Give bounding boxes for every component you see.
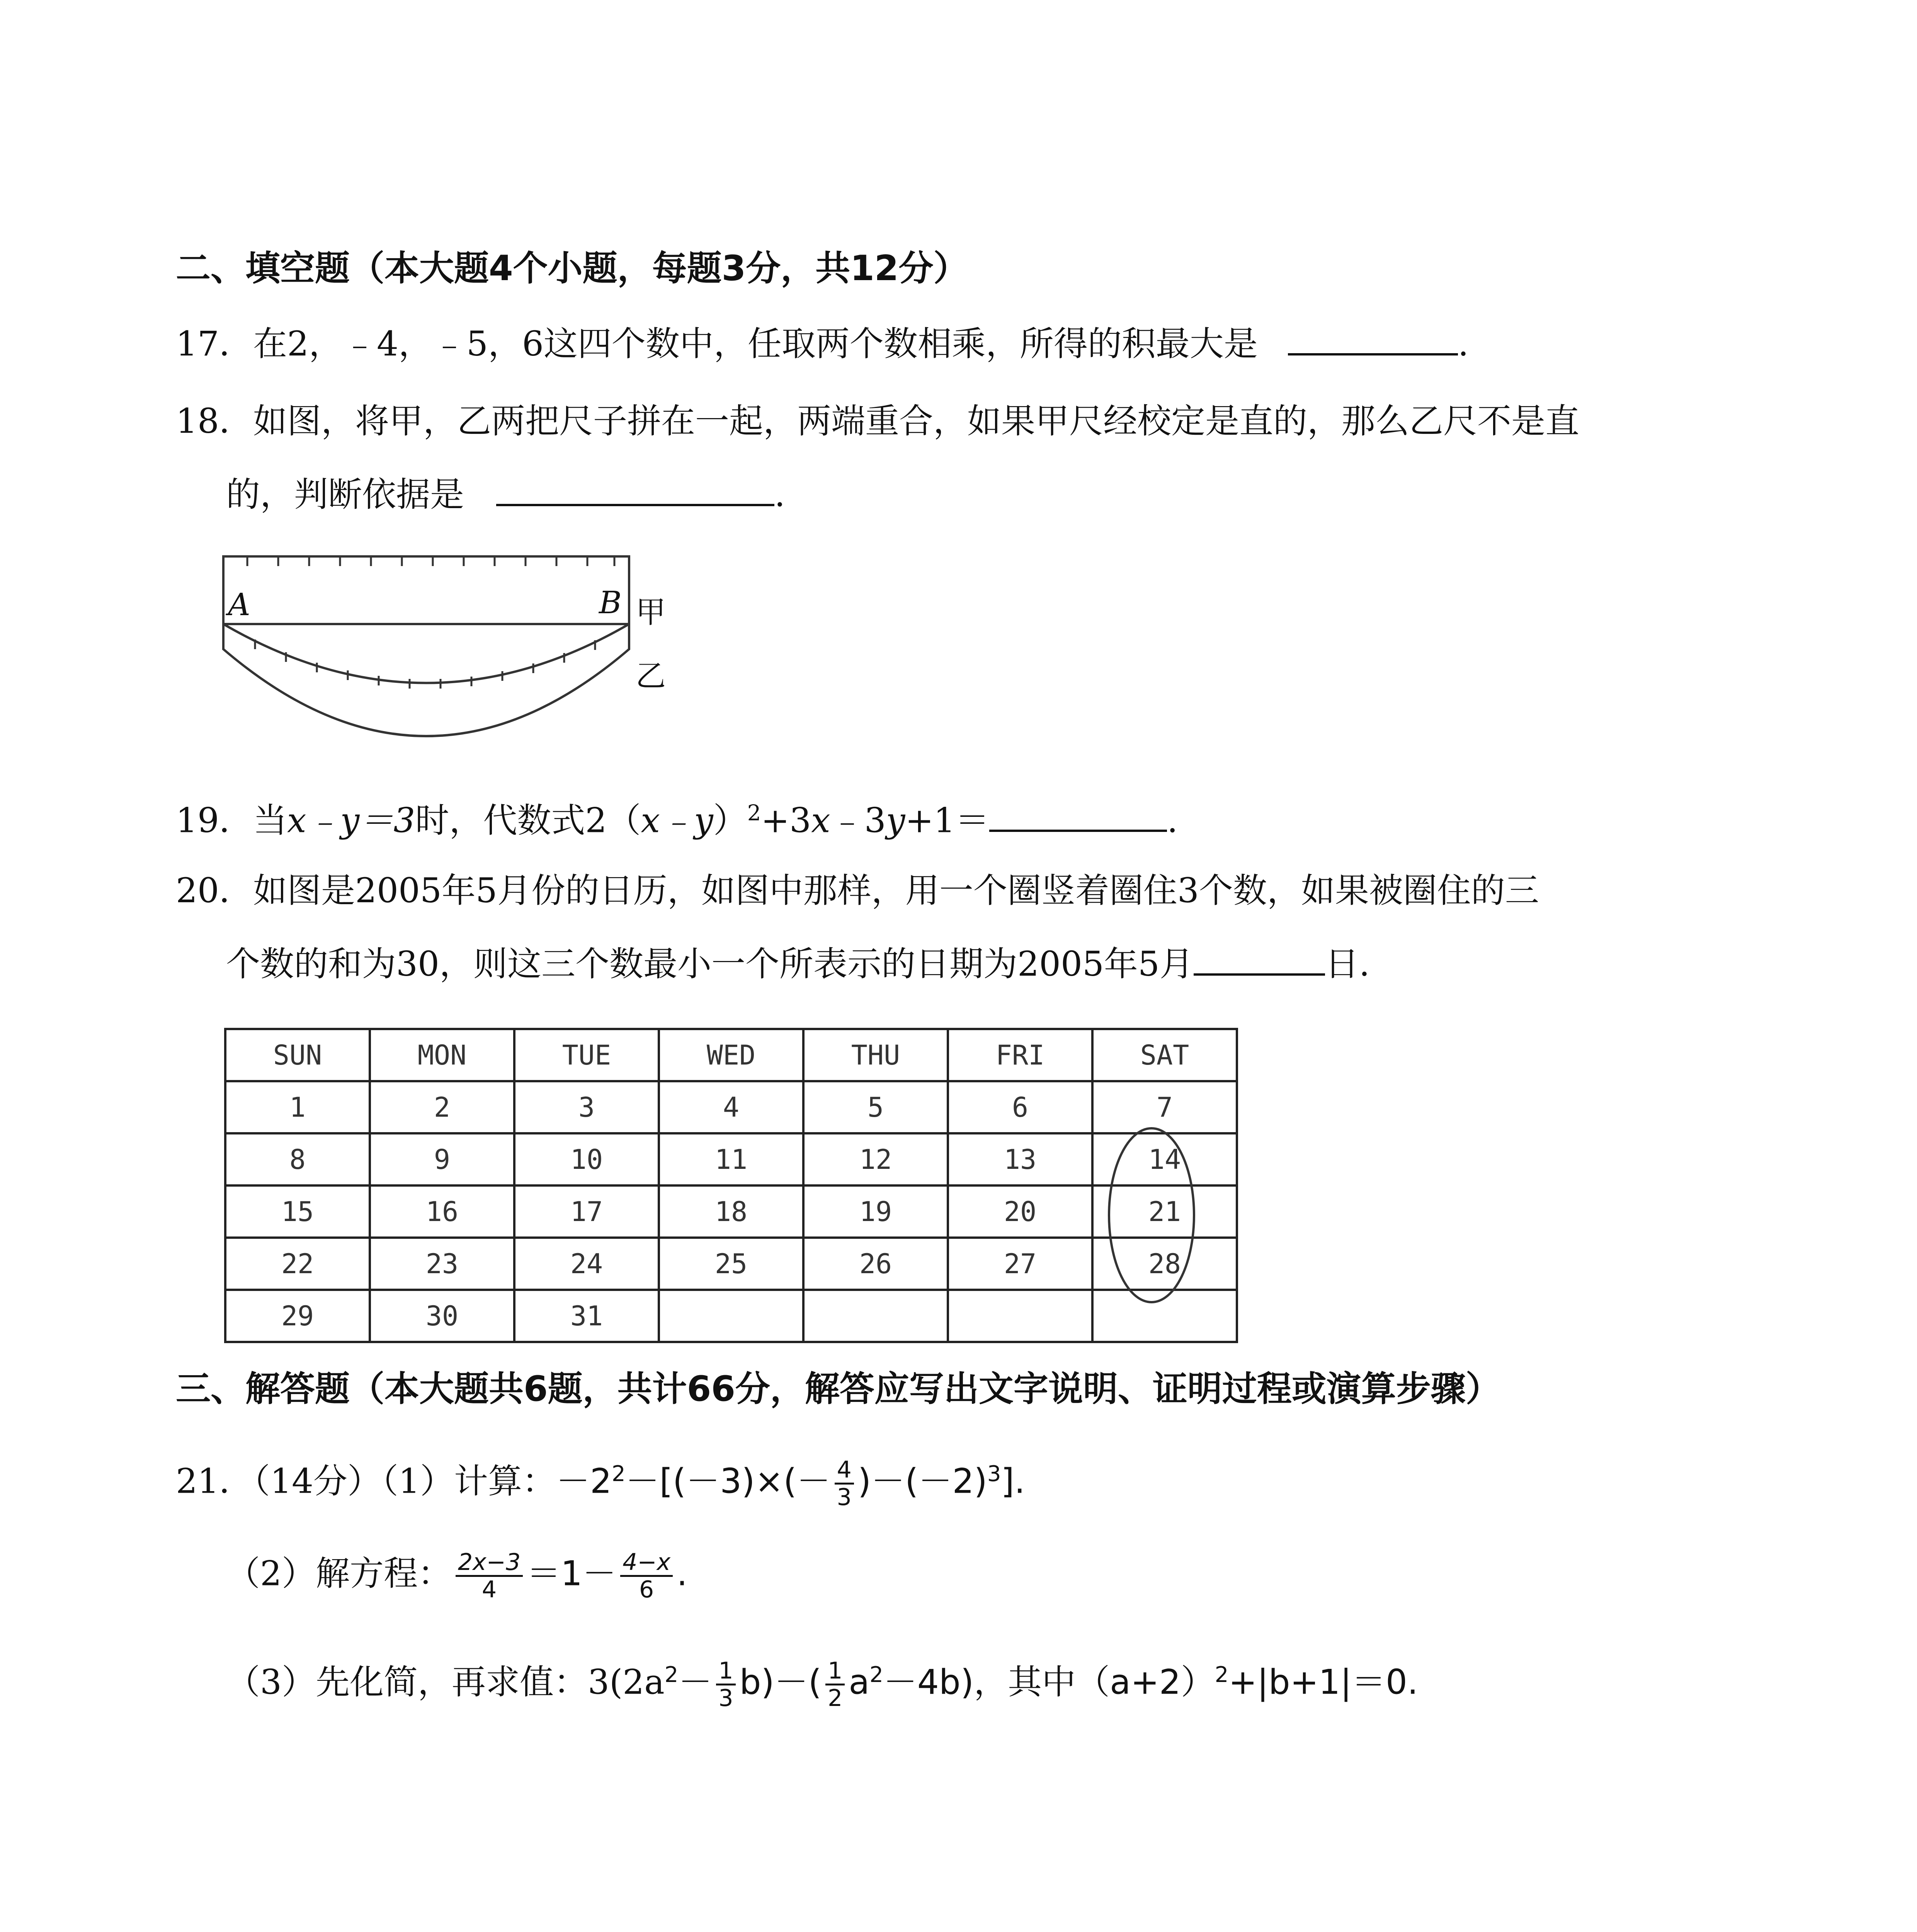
calendar-header-sat: SAT xyxy=(1092,1029,1237,1081)
section3-heading: 三、解答题（本大题共6题，共计66分，解答应写出文字说明、证明过程或演算步骤） xyxy=(176,1369,1500,1409)
q21-p3-b: － xyxy=(678,1662,713,1702)
q21-part3 xyxy=(226,1654,1418,1711)
q21-p2-end: . xyxy=(677,1553,688,1594)
q21-p1-c: )－(－2) xyxy=(857,1461,987,1501)
q21-p3-f1-num: 1 xyxy=(716,1658,735,1685)
calendar-day-cell: 5 xyxy=(803,1081,948,1133)
calendar-header-thu: THU xyxy=(803,1029,948,1081)
q20-line2-text: 个数的和为30，则这三个数最小一个所表示的日期为2005年5月 xyxy=(226,944,1194,984)
ruler-yi-inner xyxy=(223,624,629,683)
calendar-day-cell: 9 xyxy=(370,1133,514,1185)
calendar-day-cell: 11 xyxy=(659,1133,803,1185)
calendar-day-cell: 7 xyxy=(1092,1081,1237,1133)
q18-end: . xyxy=(774,474,785,514)
ruler-label-jia: 甲 xyxy=(636,595,666,630)
calendar-day-cell: 18 xyxy=(659,1185,803,1238)
q18-line2-text: 的，判断依据是 xyxy=(226,474,464,514)
calendar-week-row xyxy=(225,1133,1237,1185)
q21-p3-fraction1 xyxy=(716,1658,735,1711)
q20-line1: 20．如图是2005年5月份的日历，如图中那样，用一个圈竖着圈住3个数，如果被圈住的三 xyxy=(176,871,1539,910)
calendar-header-sun: SUN xyxy=(225,1029,370,1081)
calendar-day-cell: 27 xyxy=(948,1238,1092,1290)
q21-p3-f2-den: 2 xyxy=(828,1684,843,1712)
calendar-day-cell: 30 xyxy=(370,1290,514,1342)
calendar-day-cell: 24 xyxy=(514,1238,659,1290)
question-18-line2 xyxy=(226,473,785,516)
q19-y: y xyxy=(886,800,905,840)
calendar-day-cell: 26 xyxy=(803,1238,948,1290)
q21-p3-sup2: 2 xyxy=(869,1662,883,1687)
ruler-label-b: B xyxy=(599,585,622,621)
q21-p2-num1: 2x−3 xyxy=(456,1549,523,1577)
question-17 xyxy=(176,323,1469,365)
calendar-day-cell: 2 xyxy=(370,1081,514,1133)
q21-p2-den2: 6 xyxy=(639,1576,654,1603)
q19-x: x xyxy=(811,800,830,840)
q21-part2 xyxy=(226,1549,687,1602)
calendar-day-cell xyxy=(659,1290,803,1342)
calendar-day-cell xyxy=(803,1290,948,1342)
calendar-day-cell: 15 xyxy=(225,1185,370,1238)
q21-p2-fraction1 xyxy=(456,1549,523,1602)
calendar-day-cell: 29 xyxy=(225,1290,370,1342)
q17-end: . xyxy=(1458,324,1469,364)
q21-p1-a: －2 xyxy=(556,1461,612,1501)
q21-p3-c: b)－( xyxy=(739,1662,822,1702)
q19-end: . xyxy=(1167,800,1178,840)
calendar-day-cell: 16 xyxy=(370,1185,514,1238)
q19-expr1: x﹣y xyxy=(641,800,713,840)
ruler-label-a: A xyxy=(228,587,250,622)
q21-p3-prefix: （3）先化简，再求值：3(2a xyxy=(226,1662,665,1702)
q19-expr4: ﹣3 xyxy=(830,800,886,840)
q19-mid: 时，代数式2（ xyxy=(415,800,641,840)
calendar-day-cell: 21 xyxy=(1092,1185,1237,1238)
calendar-table xyxy=(224,1028,1238,1343)
ruler-figure xyxy=(216,545,703,769)
q19-sup: 2 xyxy=(747,801,761,826)
calendar-day-cell: 17 xyxy=(514,1185,659,1238)
q19-expr3: +3 xyxy=(761,800,811,840)
q21-p3-d: a xyxy=(849,1662,870,1702)
q21-p3-e: －4b)，其中（a+2） xyxy=(883,1662,1215,1702)
question-19 xyxy=(176,792,1178,842)
q20-end: 日. xyxy=(1325,944,1370,984)
q21-p2-num2: 4−x xyxy=(620,1549,673,1577)
calendar-day-cell: 13 xyxy=(948,1133,1092,1185)
q21-p3-f: +|b+1|＝0. xyxy=(1228,1662,1418,1702)
ruler-jia xyxy=(223,556,629,624)
q18-line1: 18．如图，将甲，乙两把尺子拼在一起，两端重合，如果甲尺经校定是直的，那么乙尺不是直 xyxy=(176,401,1579,441)
q19-condition: x﹣y＝3 xyxy=(287,800,415,840)
q21-p3-f1-den: 3 xyxy=(718,1684,733,1712)
calendar-day-cell: 10 xyxy=(514,1133,659,1185)
calendar-figure xyxy=(224,1028,1238,1343)
q21-p1-prefix: 21．（14分）（1）计算： xyxy=(176,1461,556,1501)
q21-p1-frac-den: 3 xyxy=(837,1483,852,1511)
q20-answer-blank[interactable] xyxy=(1194,943,1325,976)
calendar-header-fri: FRI xyxy=(948,1029,1092,1081)
q21-p1-fraction xyxy=(835,1457,854,1510)
calendar-day-cell: 12 xyxy=(803,1133,948,1185)
calendar-day-cell: 28 xyxy=(1092,1238,1237,1290)
calendar-day-cell: 4 xyxy=(659,1081,803,1133)
q21-p1-frac-num: 4 xyxy=(835,1457,854,1485)
calendar-day-cell: 31 xyxy=(514,1290,659,1342)
calendar-day-cell: 14 xyxy=(1092,1133,1237,1185)
q21-p3-sup1: 2 xyxy=(664,1662,679,1687)
calendar-header-wed: WED xyxy=(659,1029,803,1081)
calendar-day-cell: 25 xyxy=(659,1238,803,1290)
q21-part1 xyxy=(176,1453,1025,1510)
calendar-day-cell: 20 xyxy=(948,1185,1092,1238)
calendar-header-row xyxy=(225,1029,1237,1081)
q17-answer-blank[interactable] xyxy=(1288,323,1458,355)
calendar-day-cell: 1 xyxy=(225,1081,370,1133)
q21-p2-prefix: （2）解方程： xyxy=(226,1553,452,1594)
calendar-day-cell: 23 xyxy=(370,1238,514,1290)
section2-heading: 二、填空题（本大题4个小题，每题3分，共12分） xyxy=(176,248,968,289)
q21-p1-sup2: 3 xyxy=(987,1461,1001,1486)
q21-p2-mid: ＝1－ xyxy=(527,1553,617,1594)
q18-answer-blank[interactable] xyxy=(496,474,774,506)
q21-p3-fraction2 xyxy=(825,1658,845,1711)
calendar-header-mon: MON xyxy=(370,1029,514,1081)
calendar-day-cell: 19 xyxy=(803,1185,948,1238)
q19-expr2: ） xyxy=(713,800,747,840)
calendar-day-cell: 6 xyxy=(948,1081,1092,1133)
q17-text: 17．在2，﹣4，﹣5，6这四个数中，任取两个数相乘，所得的积最大是 xyxy=(176,324,1258,364)
calendar-week-row xyxy=(225,1238,1237,1290)
ruler-diagram xyxy=(216,545,703,769)
q21-p1-d: ]. xyxy=(1001,1461,1025,1501)
calendar-header-tue: TUE xyxy=(514,1029,659,1081)
q19-expr5: +1＝ xyxy=(905,800,990,840)
calendar-week-row xyxy=(225,1185,1237,1238)
q19-prefix: 19．当 xyxy=(176,800,287,840)
calendar-day-cell: 22 xyxy=(225,1238,370,1290)
calendar-day-cell: 8 xyxy=(225,1133,370,1185)
q21-p3-sup3: 2 xyxy=(1214,1662,1229,1687)
q21-p2-den1: 4 xyxy=(481,1576,497,1603)
calendar-week-row xyxy=(225,1081,1237,1133)
q19-answer-blank[interactable] xyxy=(989,799,1167,832)
ruler-label-yi: 乙 xyxy=(636,659,666,694)
calendar-circle xyxy=(1105,1124,1198,1306)
ruler-yi-outer xyxy=(223,624,629,736)
calendar-day-cell: 3 xyxy=(514,1081,659,1133)
calendar-week-row xyxy=(225,1290,1237,1342)
calendar-day-cell xyxy=(948,1290,1092,1342)
q21-p1-b: －[(－3)×(－ xyxy=(625,1461,831,1501)
q21-p2-fraction2 xyxy=(620,1549,673,1602)
q21-p3-f2-num: 1 xyxy=(825,1658,845,1685)
question-20-line2 xyxy=(226,943,1370,985)
q21-p1-sup1: 2 xyxy=(611,1461,626,1486)
